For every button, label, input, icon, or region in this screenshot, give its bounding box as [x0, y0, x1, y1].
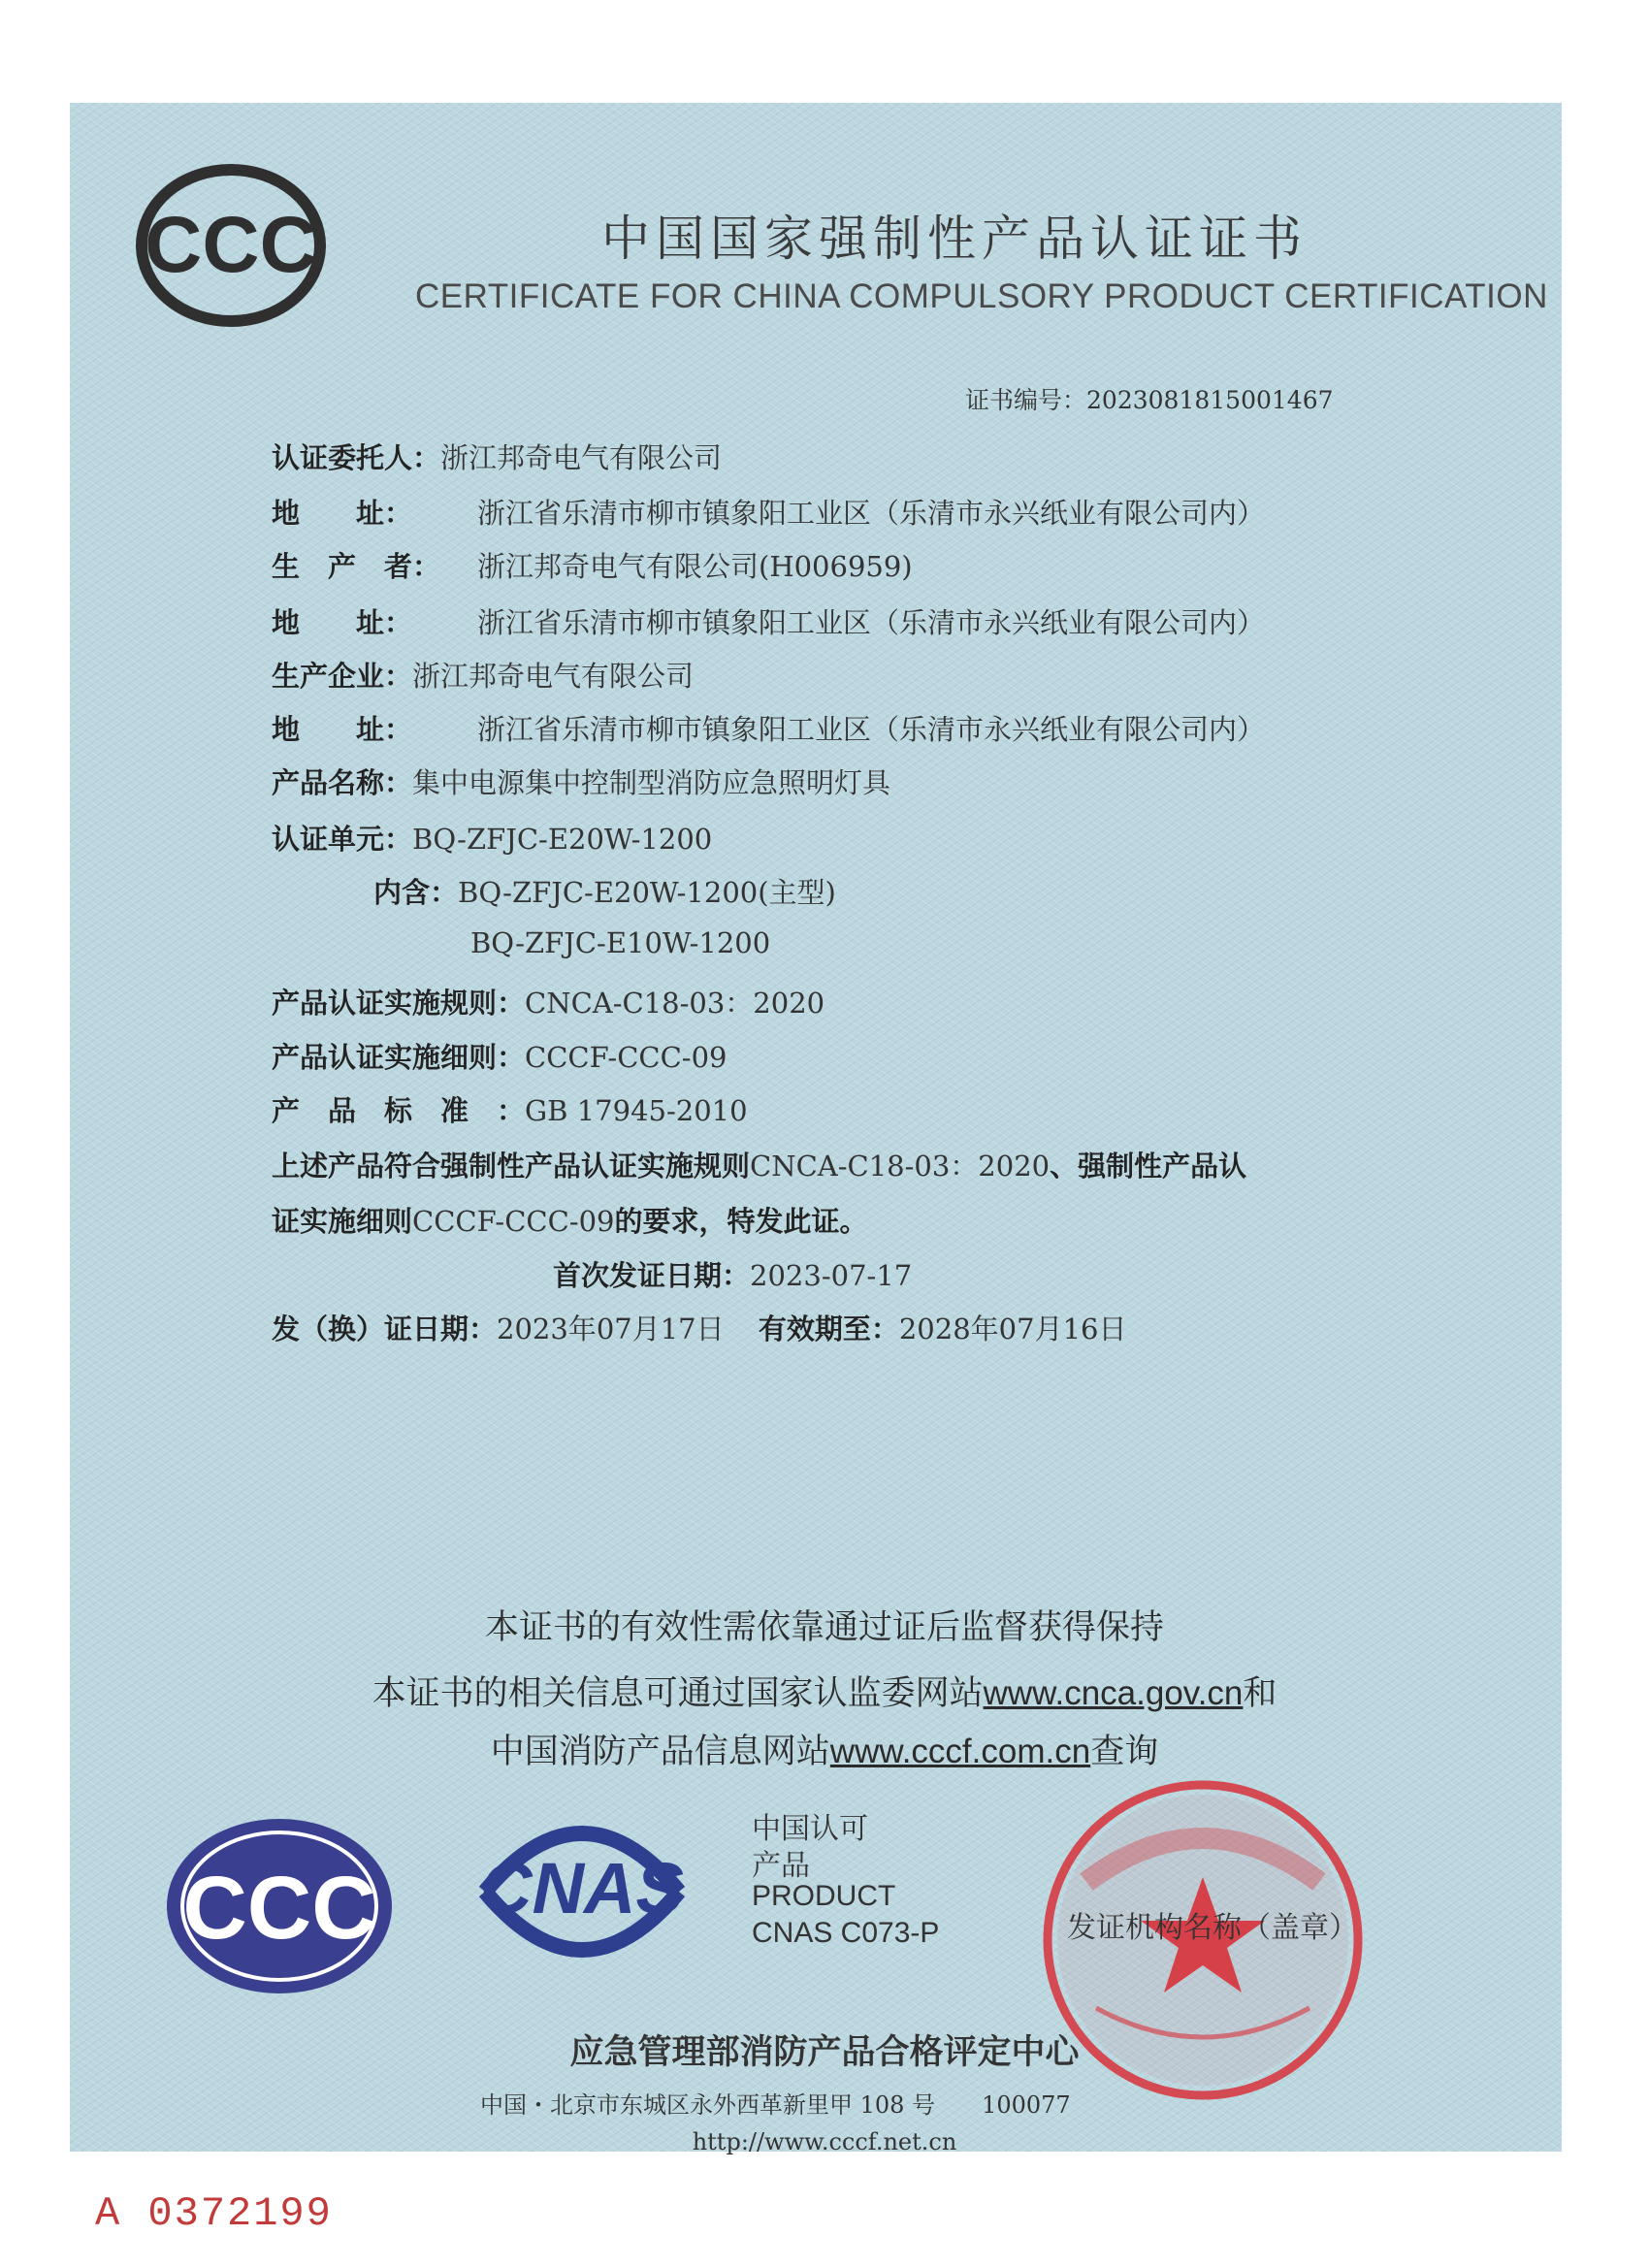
product-value: 集中电源集中控制型消防应急照明灯具: [412, 766, 891, 799]
row-factory: [272, 655, 694, 695]
first-issue-value: 2023-07-17: [750, 1259, 913, 1292]
row-issue-dates: [272, 1308, 1126, 1347]
statement-text: 上述产品符合强制性产品认证实施规则: [272, 1150, 751, 1183]
row-product: [272, 761, 890, 801]
notice-text: 和: [1243, 1674, 1277, 1713]
row-manufacturer-address: [272, 601, 1265, 641]
svg-text:CCC: CCC: [182, 1859, 376, 1958]
row-contains-2: [470, 926, 770, 959]
factory-address-value: 浙江省乐清市柳市镇象阳工业区（乐清市永兴纸业有限公司内）: [477, 713, 1266, 746]
first-issue-label: 首次发证日期：: [553, 1259, 751, 1292]
svg-text:CCC: CCC: [145, 201, 317, 289]
notice-text: 查询: [1090, 1733, 1159, 1771]
cnas-logo-icon: [456, 1785, 708, 1998]
statement-text: 证实施细则: [272, 1205, 413, 1238]
manufacturer-value: 浙江邦奇电气有限公司(H006959): [477, 550, 913, 583]
svg-text:CNAS: CNAS: [480, 1848, 684, 1928]
cert-no-value: 2023081815001467: [1086, 386, 1334, 414]
statement-line-1: [272, 1145, 1246, 1184]
row-manufacturer: [272, 545, 913, 585]
address-label: 地 址：: [272, 497, 413, 530]
contains-value-2: BQ-ZFJC-E10W-1200: [470, 926, 771, 959]
row-standard: [272, 1089, 748, 1129]
issue-label: 发（换）证日期：: [272, 1312, 498, 1345]
address-label: 地 址：: [272, 606, 413, 639]
serial-number: A 0372199: [95, 2190, 333, 2237]
cnas-line-1: 中国认可: [752, 1812, 868, 1846]
detail-value: CCCF-CCC-09: [525, 1041, 728, 1074]
statement-rule: CNCA-C18-03：2020: [750, 1150, 1051, 1183]
unit-value: BQ-ZFJC-E20W-1200: [412, 823, 713, 856]
applicant-address-value: 浙江省乐清市柳市镇象阳工业区（乐清市永兴纸业有限公司内）: [477, 497, 1266, 530]
address-label: 地 址：: [272, 713, 413, 746]
product-label: 产品名称：: [272, 766, 413, 799]
issue-value: 2023年07月17日: [497, 1312, 725, 1345]
row-applicant: [272, 437, 722, 476]
notice-line-2: [0, 1667, 1649, 1715]
ccc-mark-icon: [163, 1814, 396, 1998]
notice-line-1: 本证书的有效性需依靠通过证后监督获得保持: [484, 1608, 1164, 1647]
issuing-organization: 应急管理部消防产品合格评定中心: [569, 2033, 1080, 2072]
row-first-issue: [553, 1254, 912, 1294]
unit-label: 认证单元：: [272, 823, 413, 856]
notice-text: 中国消防产品信息网站: [490, 1733, 830, 1771]
cnas-line-3: PRODUCT: [752, 1880, 896, 1912]
applicant-label: 认证委托人：: [272, 441, 441, 474]
issuer-label: 发证机构名称（盖章）: [1067, 1911, 1358, 1945]
contains-value-1: BQ-ZFJC-E20W-1200(主型): [458, 876, 836, 909]
rule-label: 产品认证实施规则：: [272, 987, 526, 1020]
statement-detail: CCCF-CCC-09: [412, 1205, 615, 1238]
ccc-logo-icon: [134, 163, 328, 328]
row-factory-address: [272, 708, 1265, 748]
row-detail: [272, 1036, 727, 1076]
certificate-title-en: CERTIFICATE FOR CHINA COMPULSORY PRODUCT CERTIFICATION: [415, 277, 1548, 315]
row-unit: [272, 818, 712, 858]
notice-line-3: [0, 1725, 1649, 1773]
manufacturer-address-value: 浙江省乐清市柳市镇象阳工业区（乐清市永兴纸业有限公司内）: [477, 606, 1266, 639]
certificate-number: [965, 381, 1334, 416]
factory-label: 生产企业：: [272, 660, 413, 693]
cnas-line-4: CNAS C073-P: [752, 1917, 940, 1949]
issuer-address: 中国・北京市东城区永外西革新里甲 108 号 100077: [480, 2091, 1071, 2119]
issuer-website[interactable]: http://www.cccf.net.cn: [692, 2128, 957, 2155]
applicant-value: 浙江邦奇电气有限公司: [440, 441, 723, 474]
manufacturer-label: 生 产 者：: [272, 550, 441, 583]
cnca-link[interactable]: www.cnca.gov.cn: [983, 1674, 1244, 1712]
factory-value: 浙江邦奇电气有限公司: [412, 660, 695, 693]
rule-value: CNCA-C18-03：2020: [525, 987, 825, 1020]
standard-value: GB 17945-2010: [525, 1094, 748, 1127]
row-contains: [373, 871, 836, 911]
cccf-link[interactable]: www.cccf.com.cn: [829, 1733, 1091, 1770]
row-applicant-address: [272, 492, 1265, 532]
standard-label: 产 品 标 准 ：: [272, 1094, 526, 1127]
valid-value: 2028年07月16日: [898, 1312, 1127, 1345]
cnas-line-2: 产品: [752, 1849, 810, 1883]
notice-text: 本证书的相关信息可通过国家认监委网站: [372, 1674, 984, 1713]
row-rule: [272, 982, 824, 1021]
detail-label: 产品认证实施细则：: [272, 1041, 526, 1074]
certificate-title: 中国国家强制性产品认证证书: [601, 211, 1308, 267]
statement-line-2: [272, 1200, 867, 1240]
valid-label: 有效期至：: [758, 1312, 899, 1345]
statement-text: 的要求，特发此证。: [614, 1205, 868, 1238]
statement-text: 、强制性产品认: [1050, 1150, 1247, 1183]
contains-label: 内含：: [373, 876, 459, 909]
cert-no-label: 证书编号：: [965, 386, 1087, 414]
